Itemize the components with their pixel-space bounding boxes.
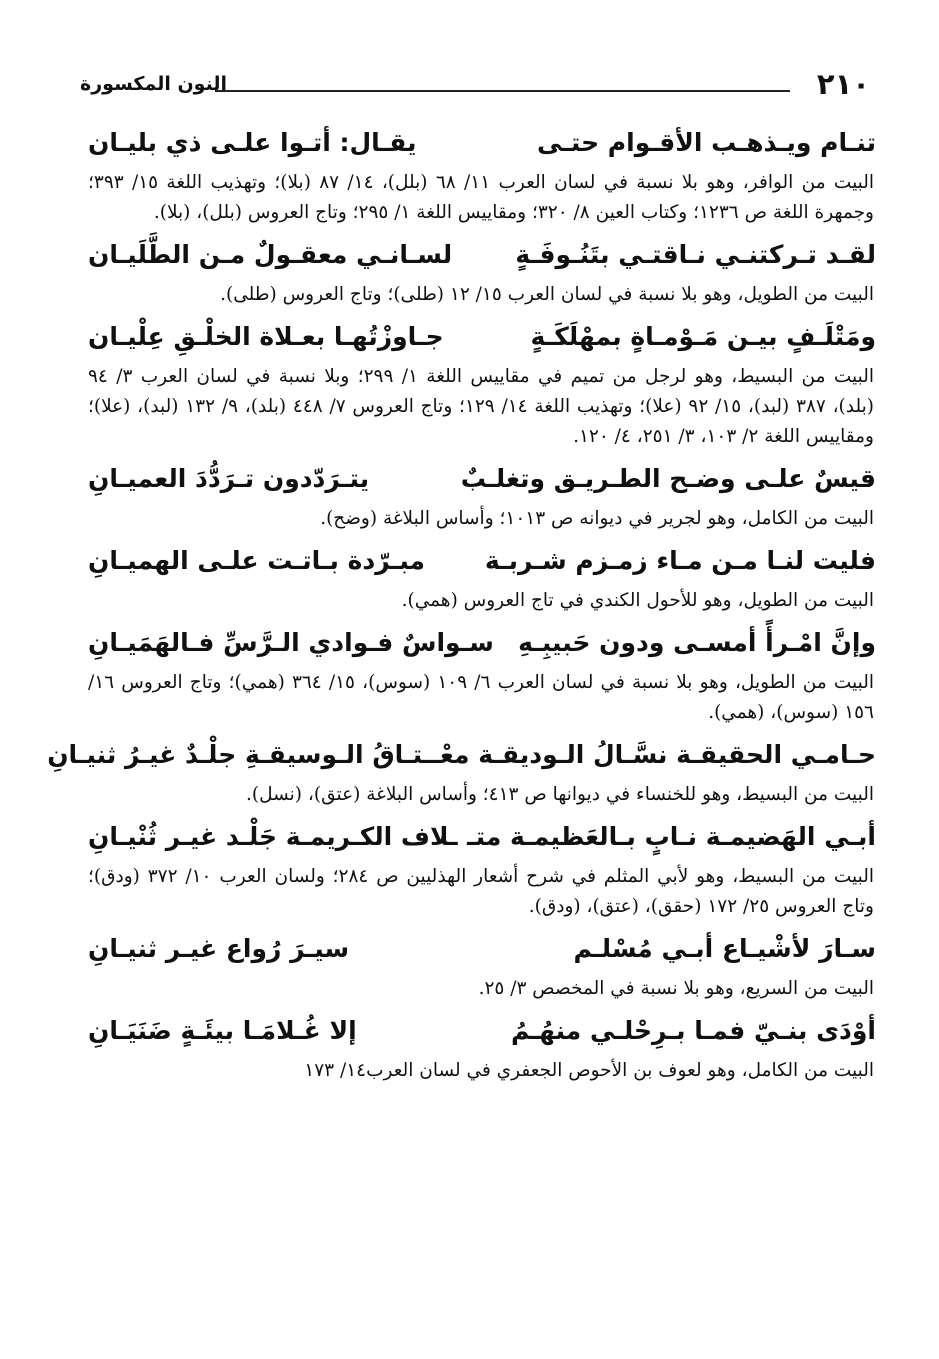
verse-first-hemistich: تنـام ويـذهـب الأقـوام حتـى xyxy=(537,128,876,157)
verse-commentary: البيت من الطويل، وهو للأحول الكندي في تاج العروس (همي). xyxy=(401,590,874,611)
verse-second-hemistich: جـاوزْتُهـا بعـلاة الخلْـقِ عِلْيـان xyxy=(88,322,444,351)
verse-entry xyxy=(88,924,876,1004)
verse-entry xyxy=(88,536,876,616)
verse-commentary: البيت من البسيط، وهو للخنساء في ديوانها ص ٤١٣؛ وأساس البلاغة (عتق)، (نسل). xyxy=(246,784,874,805)
verse-line xyxy=(88,812,876,862)
verse-line xyxy=(47,730,876,780)
verse-first-hemistich: قيسٌ علـى وضـح الطـريـق وتغلـبٌ xyxy=(460,464,876,493)
verse-entry xyxy=(47,730,876,810)
verse-line xyxy=(88,230,876,280)
verse-first-hemistich: أبـي الهَضيمـة نـابٍ بـالعَظيمـة متـ xyxy=(467,822,876,851)
verse-line xyxy=(88,1006,876,1056)
verse-entry xyxy=(88,812,876,922)
verse-second-hemistich: مبـرّدة بـاتـت علـى الهميـانِ xyxy=(88,546,426,575)
header-rule xyxy=(215,90,790,92)
page-header xyxy=(80,66,870,106)
verse-entry xyxy=(88,118,876,228)
verse-entry xyxy=(88,230,876,310)
verse-entry xyxy=(88,618,876,728)
verse-first-hemistich: حـامـي الحقيقـة نسَّـالُ الـوديقـة معْـ xyxy=(431,740,876,769)
verse-line xyxy=(88,536,876,586)
verse-second-hemistich: يقـال: أتـوا علـى ذي بليـان xyxy=(88,128,417,157)
verse-line xyxy=(88,118,876,168)
verse-line xyxy=(88,454,876,504)
verse-entry xyxy=(88,312,876,452)
verse-commentary: البيت من الكامل، وهو لجرير في ديوانه ص ١٠١٣؛ وأساس البلاغة (وضح). xyxy=(320,508,874,529)
verse-commentary: البيت من الطويل، وهو بلا نسبة في لسان العرب ١٥/ ١٢ (طلى)؛ وتاج العروس (طلى). xyxy=(220,284,874,305)
verse-commentary: البيت من الطويل، وهو بلا نسبة في لسان العرب ٦/ ١٠٩ (سوس)، ١٥/ ٣٦٤ (همي)؛ وتاج العروس ١٦/ ١٥٦ (سوس)، (همي). xyxy=(88,672,874,723)
verse-second-hemistich: سـواسٌ فـوادي الـرَّسِّ فـالهَمَيـانِ xyxy=(88,628,494,657)
verse-second-hemistich: لسـانـي معقـولٌ مـن الطَّلَيـان xyxy=(88,240,453,269)
verse-entry xyxy=(88,454,876,534)
verse-line xyxy=(88,618,876,668)
verse-first-hemistich: سـارَ لأشْيـاع أبـي مُسْلـم xyxy=(573,934,876,963)
verse-first-hemistich: فليت لنـا مـن مـاء زمـزم شـربـة xyxy=(484,546,876,575)
verse-commentary: البيت من البسيط، وهو لرجل من تميم في مقاييس اللغة ١/ ٢٩٩؛ وبلا نسبة في لسان العرب ٣/ ٩٤ (بلد)، ٣٨٧ (لبد)، ١٥/ ٩٢ (علا)؛ وتهذيب اللغة ١٤/ ١٢٩؛ وتاج العروس ٧/ ٤٤٨ (بلد)، ٩/ ١٣٢ (لبد)، (علا)؛ ومقاييس اللغة ٢/ ١٠٣، ٣/ ٢٥١، ٤/ ١٢٠. xyxy=(88,366,875,447)
verse-list xyxy=(47,118,876,1088)
verse-second-hemistich: ـلاف الكـريمـة جَلْـد غيـر ثُنْيـانِ xyxy=(88,822,458,851)
verse-first-hemistich: وإنَّ امْـرأً أمسـى ودون حَبيبِـهِ xyxy=(518,628,876,657)
verse-first-hemistich: أوْدَى بنـيّ فمـا بـرِحْلـي منهُـمُ xyxy=(510,1016,876,1045)
verse-first-hemistich: لقـد تـركتنـي نـاقتـي بتَنُـوفَـةٍ xyxy=(515,240,876,269)
verse-line xyxy=(88,312,876,362)
running-title: النون المكسورة xyxy=(80,73,227,95)
verse-entry xyxy=(88,1006,876,1086)
page-number: ٢١٠ xyxy=(816,67,870,101)
verse-second-hemistich: يتـرَدّدون تـرَدُّدَ العميـانِ xyxy=(88,464,370,493)
verse-second-hemistich: ـتـاقُ الـوسيقـةِ جلْـدٌ غيـرُ ثنيـانِ xyxy=(47,740,432,769)
verse-line xyxy=(88,924,876,974)
verse-second-hemistich: إلا غُـلامَـا بيئَـةٍ ضَنَيَـانِ xyxy=(88,1016,357,1045)
verse-commentary: البيت من الوافر، وهو بلا نسبة في لسان العرب ١١/ ٦٨ (بلل)، ١٤/ ٨٧ (بلا)؛ وتهذيب اللغة ١٥/ ٣٩٣؛ وجمهرة اللغة ص ١٢٣٦؛ وكتاب العين ٨/ ٣٢٠؛ ومقاييس اللغة ١/ ٢٩٥؛ وتاج العروس (بلل)، (بلا). xyxy=(88,172,875,223)
verse-commentary: البيت من الكامل، وهو لعوف بن الأحوص الجعفري في لسان العرب١٤/ ١٧٣ xyxy=(304,1060,874,1081)
verse-commentary: البيت من السريع، وهو بلا نسبة في المخصص ٣/ ٢٥. xyxy=(478,978,874,999)
verse-second-hemistich: سيـرَ رُواع غيـر ثنيـانِ xyxy=(88,934,350,963)
verse-first-hemistich: ومَتْلَـفٍ بيـن مَـوْمـاةٍ بمهْلَكَـةٍ xyxy=(530,322,876,351)
verse-commentary: البيت من البسيط، وهو لأبي المثلم في شرح أشعار الهذليين ص ٢٨٤؛ ولسان العرب ١٠/ ٣٧٢ (ودق)؛ وتاج العروس ٢٥/ ١٧٢ (حقق)، (عتق)، (ودق). xyxy=(88,866,874,917)
